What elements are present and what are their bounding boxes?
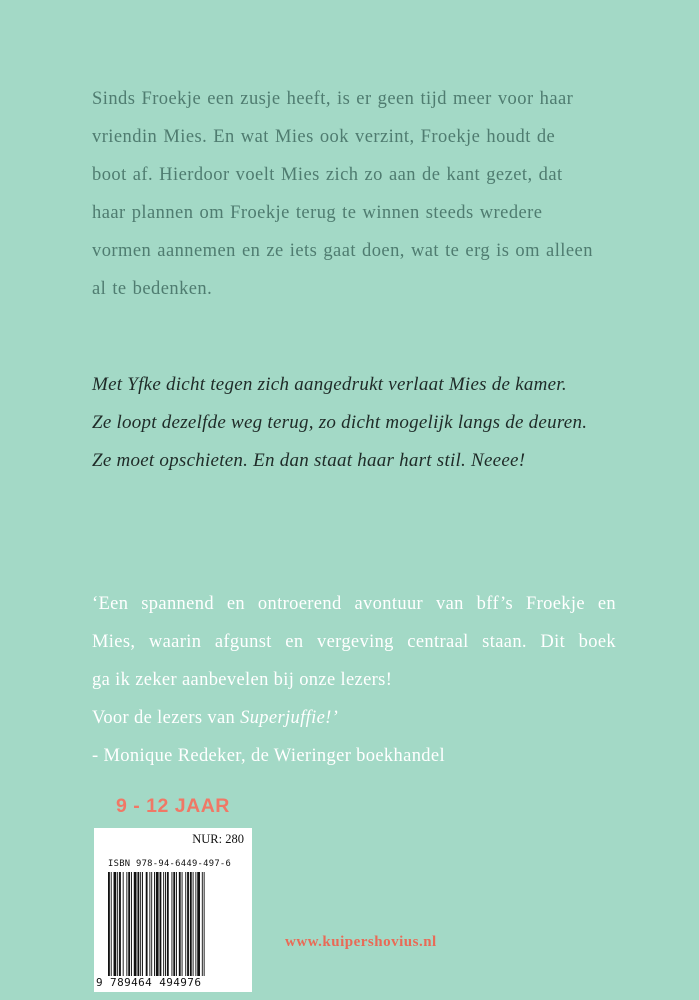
review-line-prefix: Voor de lezers van <box>92 708 241 728</box>
blurb-line: vormen aannemen en ze iets gaat doen, wat te erg is om alleen <box>92 241 593 261</box>
age-range-label: 9 - 12 JAAR <box>116 795 230 817</box>
blurb-paragraph <box>92 80 612 308</box>
blurb-line: al te bedenken. <box>92 279 213 299</box>
barcode-label <box>94 828 252 992</box>
excerpt-line: Met Yfke dicht tegen zich aangedrukt verlaat Mies de kamer. <box>92 374 567 395</box>
review-line: ga ik zeker aanbevelen bij onze lezers! <box>92 670 393 690</box>
isbn-text: ISBN 978-94-6449-497-6 <box>108 859 232 869</box>
blurb-line: vriendin Mies. En wat Mies ook verzint, Froekje houdt de <box>92 127 556 147</box>
blurb-line: Sinds Froekje een zusje heeft, is er geen tijd meer voor haar <box>92 89 574 109</box>
excerpt-line: Ze moet opschieten. En dan staat haar hart stil. Neeee! <box>92 450 526 471</box>
review-attribution: - Monique Redeker, de Wieringer boekhandel <box>92 746 445 766</box>
blurb-line: haar plannen om Froekje terug te winnen steeds wredere <box>92 203 543 223</box>
publisher-website: www.kuipershovius.nl <box>285 934 437 950</box>
review-line: Mies, waarin afgunst en vergeving centraal staan. Dit boek <box>92 632 616 652</box>
nur-code: NUR: 280 <box>192 832 244 846</box>
review-line <box>92 699 616 737</box>
book-title-reference: Superjuffie!’ <box>240 708 339 728</box>
excerpt-line: Ze loopt dezelfde weg terug, zo dicht mogelijk langs de deuren. <box>92 412 588 433</box>
blurb-line: boot af. Hierdoor voelt Mies zich zo aan de kant gezet, dat <box>92 165 563 185</box>
excerpt-paragraph <box>92 366 622 480</box>
barcode-bars <box>108 872 246 980</box>
review-line: ‘Een spannend en ontroerend avontuur van bff’s Froekje en <box>92 594 616 614</box>
ean-number: 9 789464 494976 <box>96 976 250 989</box>
review-quote <box>92 585 616 775</box>
